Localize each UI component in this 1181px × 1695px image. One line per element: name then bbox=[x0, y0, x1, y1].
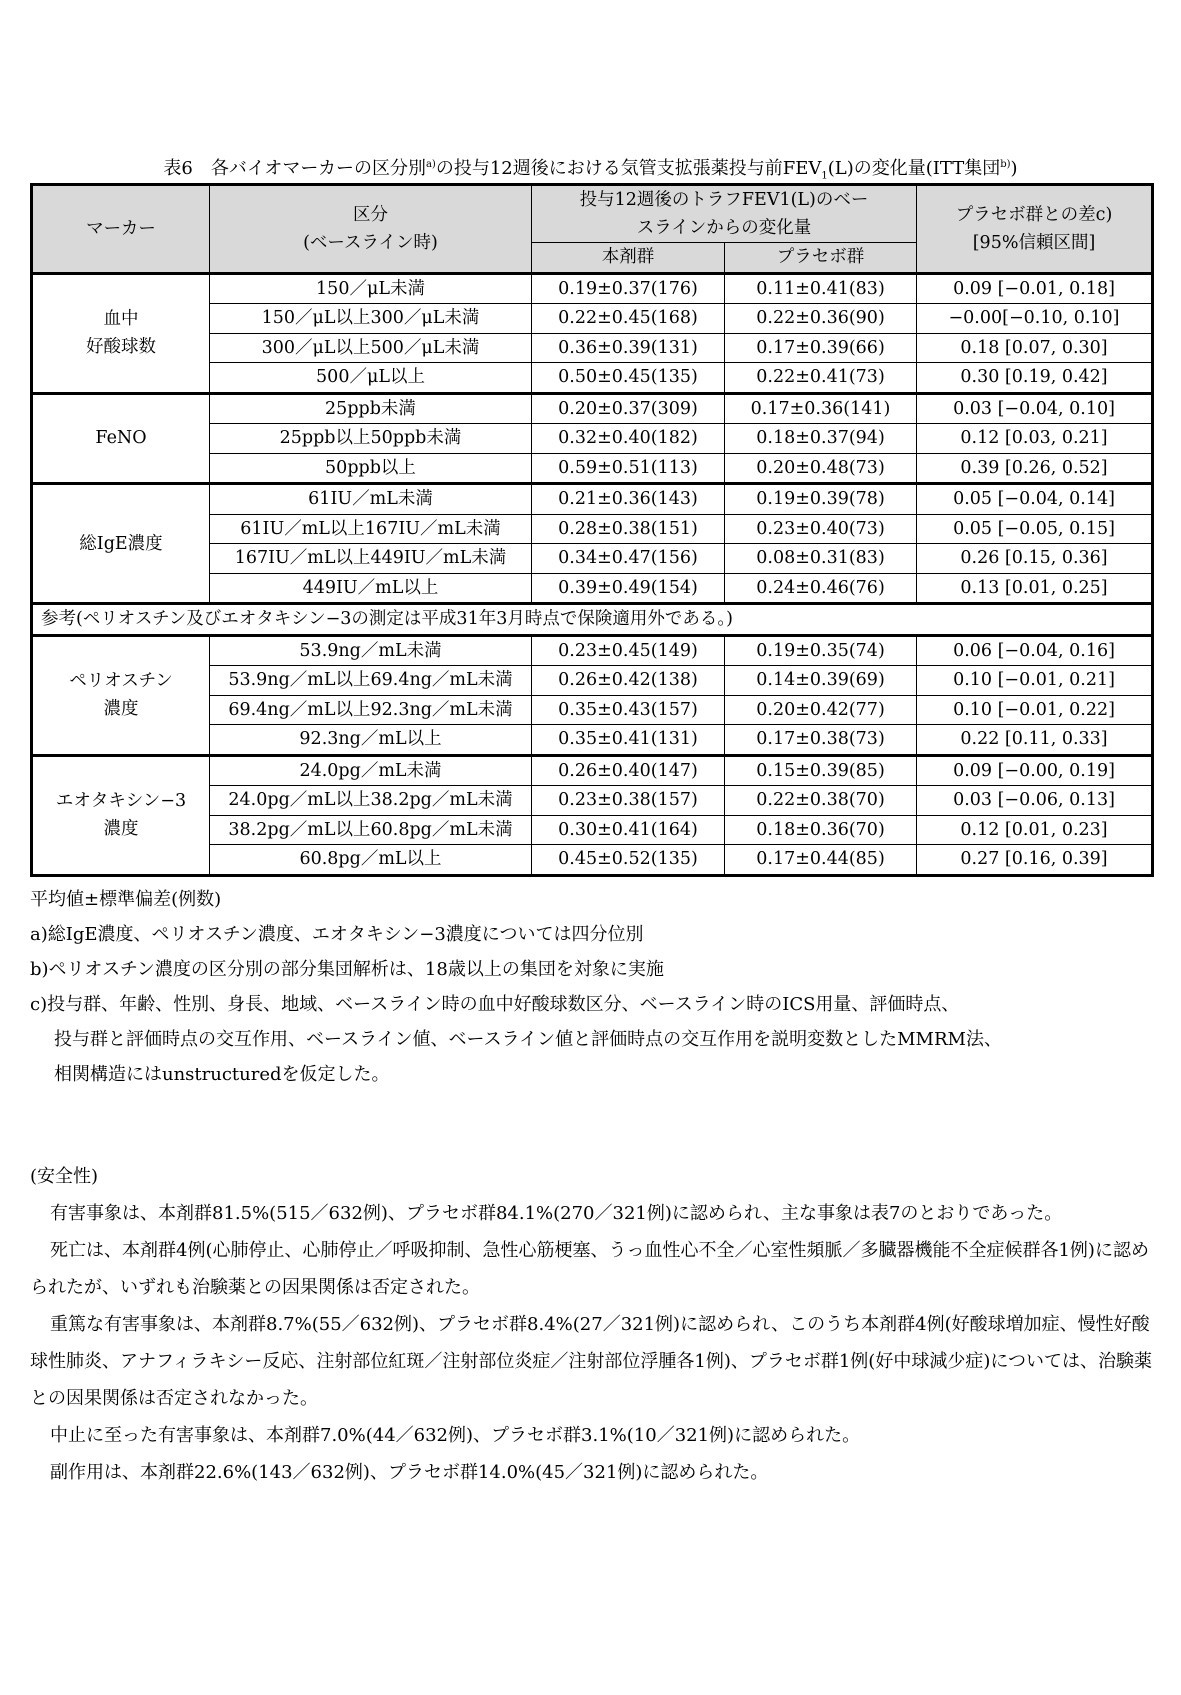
drug-cell: 0.20±0.37(309) bbox=[532, 393, 725, 424]
safety-paragraph: 副作用は、本剤群22.6%(143／632例)、プラセボ群14.0%(45／321例)に認められた。 bbox=[50, 1462, 769, 1483]
marker-cell bbox=[32, 755, 210, 875]
difference-cell: 0.39 [0.26, 0.52] bbox=[917, 453, 1153, 484]
header-text: (ベースライン時) bbox=[303, 232, 438, 253]
category-cell: 300／μL以上500／μL未満 bbox=[210, 333, 532, 363]
category-cell: 25ppb未満 bbox=[210, 393, 532, 424]
category-cell: 449IU／mL以上 bbox=[210, 573, 532, 604]
header-text: プラセボ群との差c) bbox=[955, 204, 1113, 225]
difference-cell: 0.03 [−0.06, 0.13] bbox=[917, 786, 1153, 816]
marker-label: 血中 bbox=[103, 309, 139, 329]
category-cell: 38.2pg／mL以上60.8pg／mL未満 bbox=[210, 815, 532, 845]
placebo-cell: 0.24±0.46(76) bbox=[725, 573, 917, 604]
footnote: 相関構造にはunstructuredを仮定した。 bbox=[54, 1064, 390, 1085]
header-text: スラインからの変化量 bbox=[636, 218, 812, 238]
placebo-cell: 0.11±0.41(83) bbox=[725, 273, 917, 304]
drug-cell: 0.23±0.38(157) bbox=[532, 786, 725, 816]
drug-cell: 0.23±0.45(149) bbox=[532, 635, 725, 666]
reference-note: 参考(ペリオスチン及びエオタキシン−3の測定は平成31年3月時点で保険適用外である。) bbox=[32, 604, 1153, 636]
placebo-cell: 0.19±0.39(78) bbox=[725, 484, 917, 515]
marker-label: エオタキシン−3 bbox=[55, 791, 187, 811]
safety-paragraph: 重篤な有害事象は、本剤群8.7%(55／632例)、プラセボ群8.4%(27／321例)に認められ、このうち本剤群4例(好酸球増加症、慢性好酸球性肺炎、アナフィラキシー反応、注射部位紅斑／注射部位炎症／注射部位浮腫各1例)、プラセボ群1例(好中球減少症)については、治験薬との因果関係は否定されなかった。 bbox=[30, 1314, 1152, 1409]
subscript: 1 bbox=[821, 170, 828, 182]
placebo-cell: 0.17±0.36(141) bbox=[725, 393, 917, 424]
marker-cell bbox=[32, 484, 210, 604]
header-change bbox=[532, 185, 917, 243]
footnote: 投与群と評価時点の交互作用、ベースライン値、ベースライン値と評価時点の交互作用を説明変数としたMMRM法、 bbox=[54, 1029, 1002, 1050]
category-cell: 92.3ng／mL以上 bbox=[210, 725, 532, 756]
footnotes bbox=[30, 882, 1002, 1092]
marker-label: 濃度 bbox=[103, 699, 139, 719]
title-text: (L)の変化量(ITT集団 bbox=[827, 158, 1001, 179]
footnote: 平均値±標準偏差(例数) bbox=[30, 889, 222, 910]
marker-label: ペリオスチン bbox=[69, 671, 173, 691]
placebo-cell: 0.08±0.31(83) bbox=[725, 544, 917, 574]
difference-cell: 0.30 [0.19, 0.42] bbox=[917, 363, 1153, 394]
header-difference bbox=[917, 185, 1153, 274]
table-row bbox=[32, 755, 1153, 786]
drug-cell: 0.45±0.52(135) bbox=[532, 845, 725, 876]
difference-cell: 0.12 [0.03, 0.21] bbox=[917, 424, 1153, 454]
drug-cell: 0.30±0.41(164) bbox=[532, 815, 725, 845]
safety-section bbox=[30, 1158, 1155, 1491]
category-cell: 150／μL未満 bbox=[210, 273, 532, 304]
table-body bbox=[32, 273, 1153, 875]
placebo-cell: 0.19±0.35(74) bbox=[725, 635, 917, 666]
header-text: [95%信頼区間] bbox=[972, 232, 1096, 253]
drug-cell: 0.36±0.39(131) bbox=[532, 333, 725, 363]
table-row bbox=[32, 273, 1153, 304]
difference-cell: 0.12 [0.01, 0.23] bbox=[917, 815, 1153, 845]
marker-cell bbox=[32, 273, 210, 393]
biomarker-table bbox=[30, 183, 1154, 877]
drug-cell: 0.21±0.36(143) bbox=[532, 484, 725, 515]
placebo-cell: 0.20±0.42(77) bbox=[725, 695, 917, 725]
placebo-cell: 0.20±0.48(73) bbox=[725, 453, 917, 484]
safety-paragraph: 有害事象は、本剤群81.5%(515／632例)、プラセボ群84.1%(270／321例)に認められ、主な事象は表7のとおりであった。 bbox=[50, 1203, 1063, 1224]
table-row bbox=[32, 635, 1153, 666]
header-drug: 本剤群 bbox=[532, 243, 725, 274]
placebo-cell: 0.23±0.40(73) bbox=[725, 514, 917, 544]
category-cell: 167IU／mL以上449IU／mL未満 bbox=[210, 544, 532, 574]
category-cell: 24.0pg／mL未満 bbox=[210, 755, 532, 786]
footnote: a)総IgE濃度、ペリオスチン濃度、エオタキシン−3濃度については四分位別 bbox=[30, 924, 644, 945]
drug-cell: 0.50±0.45(135) bbox=[532, 363, 725, 394]
difference-cell: −0.00[−0.10, 0.10] bbox=[917, 304, 1153, 334]
difference-cell: 0.05 [−0.05, 0.15] bbox=[917, 514, 1153, 544]
drug-cell: 0.35±0.41(131) bbox=[532, 725, 725, 756]
category-cell: 24.0pg／mL以上38.2pg／mL未満 bbox=[210, 786, 532, 816]
category-cell: 53.9ng／mL未満 bbox=[210, 635, 532, 666]
placebo-cell: 0.22±0.38(70) bbox=[725, 786, 917, 816]
footnote: b)ペリオスチン濃度の区分別の部分集団解析は、18歳以上の集団を対象に実施 bbox=[30, 959, 664, 980]
category-cell: 61IU／mL以上167IU／mL未満 bbox=[210, 514, 532, 544]
drug-cell: 0.22±0.45(168) bbox=[532, 304, 725, 334]
header-placebo: プラセボ群 bbox=[725, 243, 917, 274]
drug-cell: 0.32±0.40(182) bbox=[532, 424, 725, 454]
table-title bbox=[0, 154, 1181, 182]
footnote: c)投与群、年齢、性別、身長、地域、ベースライン時の血中好酸球数区分、ベースライン時のICS用量、評価時点、 bbox=[30, 994, 960, 1015]
marker-label: 好酸球数 bbox=[86, 337, 156, 357]
difference-cell: 0.05 [−0.04, 0.14] bbox=[917, 484, 1153, 515]
difference-cell: 0.26 [0.15, 0.36] bbox=[917, 544, 1153, 574]
header-text: 区分 bbox=[353, 204, 388, 225]
drug-cell: 0.26±0.42(138) bbox=[532, 666, 725, 696]
marker-label: 総IgE濃度 bbox=[79, 533, 163, 554]
difference-cell: 0.13 [0.01, 0.25] bbox=[917, 573, 1153, 604]
drug-cell: 0.28±0.38(151) bbox=[532, 514, 725, 544]
placebo-cell: 0.22±0.41(73) bbox=[725, 363, 917, 394]
marker-cell bbox=[32, 635, 210, 755]
table-row bbox=[32, 484, 1153, 515]
header-marker: マーカー bbox=[32, 185, 210, 274]
placebo-cell: 0.22±0.36(90) bbox=[725, 304, 917, 334]
drug-cell: 0.39±0.49(154) bbox=[532, 573, 725, 604]
category-cell: 69.4ng／mL以上92.3ng／mL未満 bbox=[210, 695, 532, 725]
category-cell: 25ppb以上50ppb未満 bbox=[210, 424, 532, 454]
difference-cell: 0.03 [−0.04, 0.10] bbox=[917, 393, 1153, 424]
placebo-cell: 0.17±0.39(66) bbox=[725, 333, 917, 363]
category-cell: 61IU／mL未満 bbox=[210, 484, 532, 515]
category-cell: 150／μL以上300／μL未満 bbox=[210, 304, 532, 334]
category-cell: 53.9ng／mL以上69.4ng／mL未満 bbox=[210, 666, 532, 696]
placebo-cell: 0.18±0.37(94) bbox=[725, 424, 917, 454]
marker-label: FeNO bbox=[95, 428, 147, 449]
difference-cell: 0.27 [0.16, 0.39] bbox=[917, 845, 1153, 876]
placebo-cell: 0.15±0.39(85) bbox=[725, 755, 917, 786]
difference-cell: 0.10 [−0.01, 0.21] bbox=[917, 666, 1153, 696]
placebo-cell: 0.17±0.38(73) bbox=[725, 725, 917, 756]
drug-cell: 0.59±0.51(113) bbox=[532, 453, 725, 484]
category-cell: 60.8pg／mL以上 bbox=[210, 845, 532, 876]
difference-cell: 0.09 [−0.00, 0.19] bbox=[917, 755, 1153, 786]
drug-cell: 0.34±0.47(156) bbox=[532, 544, 725, 574]
drug-cell: 0.19±0.37(176) bbox=[532, 273, 725, 304]
category-cell: 50ppb以上 bbox=[210, 453, 532, 484]
table-row bbox=[32, 393, 1153, 424]
safety-paragraph: 中止に至った有害事象は、本剤群7.0%(44／632例)、プラセボ群3.1%(10／321例)に認められた。 bbox=[50, 1425, 861, 1446]
safety-paragraphs bbox=[30, 1195, 1155, 1491]
marker-label: 濃度 bbox=[103, 819, 139, 839]
category-cell: 500／μL以上 bbox=[210, 363, 532, 394]
title-text: ) bbox=[1010, 158, 1018, 179]
drug-cell: 0.26±0.40(147) bbox=[532, 755, 725, 786]
placebo-cell: 0.18±0.36(70) bbox=[725, 815, 917, 845]
safety-heading: (安全性) bbox=[30, 1166, 99, 1187]
title-text: 表6 各バイオマーカーの区分別 bbox=[163, 158, 426, 179]
title-text: の投与12週後における気管支拡張薬投与前FEV bbox=[435, 158, 822, 179]
reference-row bbox=[32, 604, 1153, 636]
header-category bbox=[210, 185, 532, 274]
difference-cell: 0.18 [0.07, 0.30] bbox=[917, 333, 1153, 363]
header-text: 投与12週後のトラフFEV1(L)のベー bbox=[579, 190, 869, 210]
footnote-ref: b) bbox=[1000, 159, 1011, 170]
difference-cell: 0.22 [0.11, 0.33] bbox=[917, 725, 1153, 756]
difference-cell: 0.09 [−0.01, 0.18] bbox=[917, 273, 1153, 304]
difference-cell: 0.06 [−0.04, 0.16] bbox=[917, 635, 1153, 666]
footnote-ref: a) bbox=[425, 159, 436, 170]
placebo-cell: 0.17±0.44(85) bbox=[725, 845, 917, 876]
drug-cell: 0.35±0.43(157) bbox=[532, 695, 725, 725]
safety-paragraph: 死亡は、本剤群4例(心肺停止、心肺停止／呼吸抑制、急性心筋梗塞、うっ血性心不全／心室性頻脈／多臓器機能不全症候群各1例)に認められたが、いずれも治験薬との因果関係は否定された。 bbox=[30, 1240, 1149, 1298]
marker-cell bbox=[32, 393, 210, 484]
difference-cell: 0.10 [−0.01, 0.22] bbox=[917, 695, 1153, 725]
placebo-cell: 0.14±0.39(69) bbox=[725, 666, 917, 696]
